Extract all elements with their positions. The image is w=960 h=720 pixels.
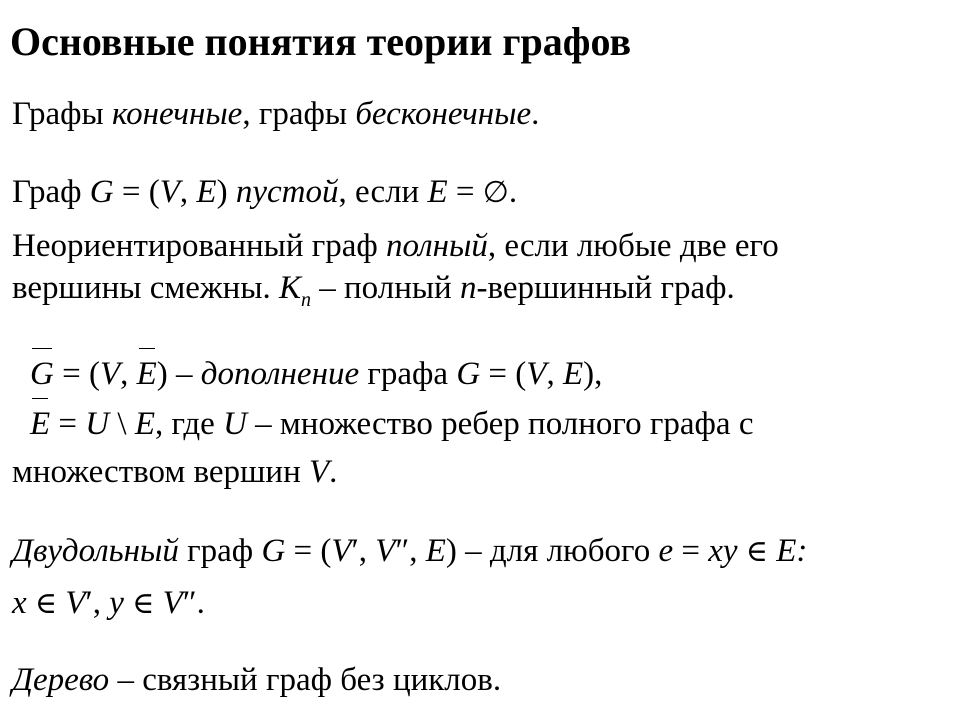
term-infinite: бесконечные <box>355 96 532 132</box>
text: = <box>50 406 86 442</box>
var-n: n <box>459 270 477 306</box>
var-e: E <box>196 174 217 210</box>
var-e-bar: E <box>30 406 51 442</box>
element-of-symbol: ∈ <box>34 586 58 621</box>
text: – полный <box>311 270 460 306</box>
var-v: V <box>375 533 396 569</box>
text: , графы <box>242 96 356 132</box>
text <box>27 585 35 621</box>
text: . <box>531 96 540 132</box>
term-bipartite: Двудольный <box>12 533 179 569</box>
var-v: V <box>65 585 86 621</box>
var-g: G <box>89 174 114 210</box>
var-v: V <box>162 585 183 621</box>
subscript-n: n <box>301 289 312 311</box>
text <box>154 585 162 621</box>
text: -вершинный граф. <box>476 270 735 306</box>
var-y: y <box>109 585 124 621</box>
text <box>738 533 746 569</box>
text: , если любые две его <box>487 228 779 264</box>
line-complete-graph-2 <box>12 268 735 312</box>
var-u: U <box>223 406 247 442</box>
text: ), <box>583 356 603 392</box>
text: вершины смежны. <box>12 270 279 306</box>
text: граф <box>178 533 262 569</box>
line-vertex-set <box>12 452 337 492</box>
text: , где <box>154 406 224 442</box>
text: ) – для любого <box>445 533 659 569</box>
page-title: Основные понятия теории графов <box>10 19 632 64</box>
text: . <box>329 454 338 490</box>
var-e: E <box>134 406 155 442</box>
var-g: G <box>456 356 481 392</box>
text: \ <box>109 406 135 442</box>
line-bipartite-2 <box>12 583 205 624</box>
text: . <box>508 174 518 210</box>
text: , <box>546 356 563 392</box>
var-e: E <box>425 533 446 569</box>
text: = ( <box>113 174 160 210</box>
double-prime: ″ <box>395 533 410 569</box>
var-v: V <box>159 174 180 210</box>
text: Неориентированный граф <box>12 228 387 264</box>
text: = ( <box>480 356 527 392</box>
text: ) <box>216 174 236 210</box>
text: Граф <box>12 174 90 210</box>
var-x: x <box>12 585 27 621</box>
text: множеством вершин <box>12 454 309 490</box>
line-bipartite-1 <box>12 531 807 572</box>
text: = <box>447 174 483 210</box>
var-g: G <box>261 533 286 569</box>
var-v: V <box>99 356 121 392</box>
line-complete-graph-1 <box>12 226 779 266</box>
var-v: V <box>526 356 547 392</box>
text <box>768 533 776 569</box>
text: , <box>120 356 137 392</box>
var-e: E <box>776 533 797 569</box>
term-tree: Дерево <box>12 662 110 698</box>
term-complement: дополнение <box>200 356 360 392</box>
prime: ′ <box>85 585 93 621</box>
prime: ′ <box>351 533 359 569</box>
line-tree <box>12 660 501 700</box>
text: . <box>196 585 205 621</box>
var-v: V <box>309 454 330 490</box>
var-k: K <box>279 270 302 306</box>
text: : <box>796 533 808 569</box>
text: графа <box>359 356 457 392</box>
text: , <box>179 174 197 210</box>
term-empty: пустой <box>235 174 339 210</box>
empty-set-symbol: ∅ <box>482 175 509 210</box>
line-empty-graph <box>12 172 517 213</box>
text: , <box>358 533 376 569</box>
element-of-symbol: ∈ <box>745 534 768 569</box>
text: = ( <box>285 533 332 569</box>
element-of-symbol: ∈ <box>132 586 155 621</box>
text: ) – <box>156 356 201 392</box>
var-g-bar: G <box>30 356 54 392</box>
text: = ( <box>53 356 100 392</box>
text <box>124 585 132 621</box>
var-e-lower: e <box>658 533 674 569</box>
var-e: E <box>562 356 584 392</box>
text: , <box>92 585 110 621</box>
text: , <box>409 533 426 569</box>
line-finite-infinite <box>12 94 539 134</box>
text: Графы <box>12 96 112 132</box>
term-complete: полный <box>386 228 488 264</box>
double-prime: ″ <box>182 585 197 621</box>
var-v: V <box>331 533 352 569</box>
term-finite: конечные <box>111 96 243 132</box>
var-e-bar: E <box>136 356 157 392</box>
text: = <box>673 533 709 569</box>
var-xy: xy <box>708 533 738 569</box>
var-e: E <box>427 174 448 210</box>
line-edge-complement <box>30 404 753 444</box>
text: – множество ребер полного графа с <box>246 406 754 442</box>
var-u: U <box>85 406 110 442</box>
text: – связный граф без циклов. <box>109 662 502 698</box>
text: , если <box>338 174 428 210</box>
line-complement <box>30 354 602 394</box>
